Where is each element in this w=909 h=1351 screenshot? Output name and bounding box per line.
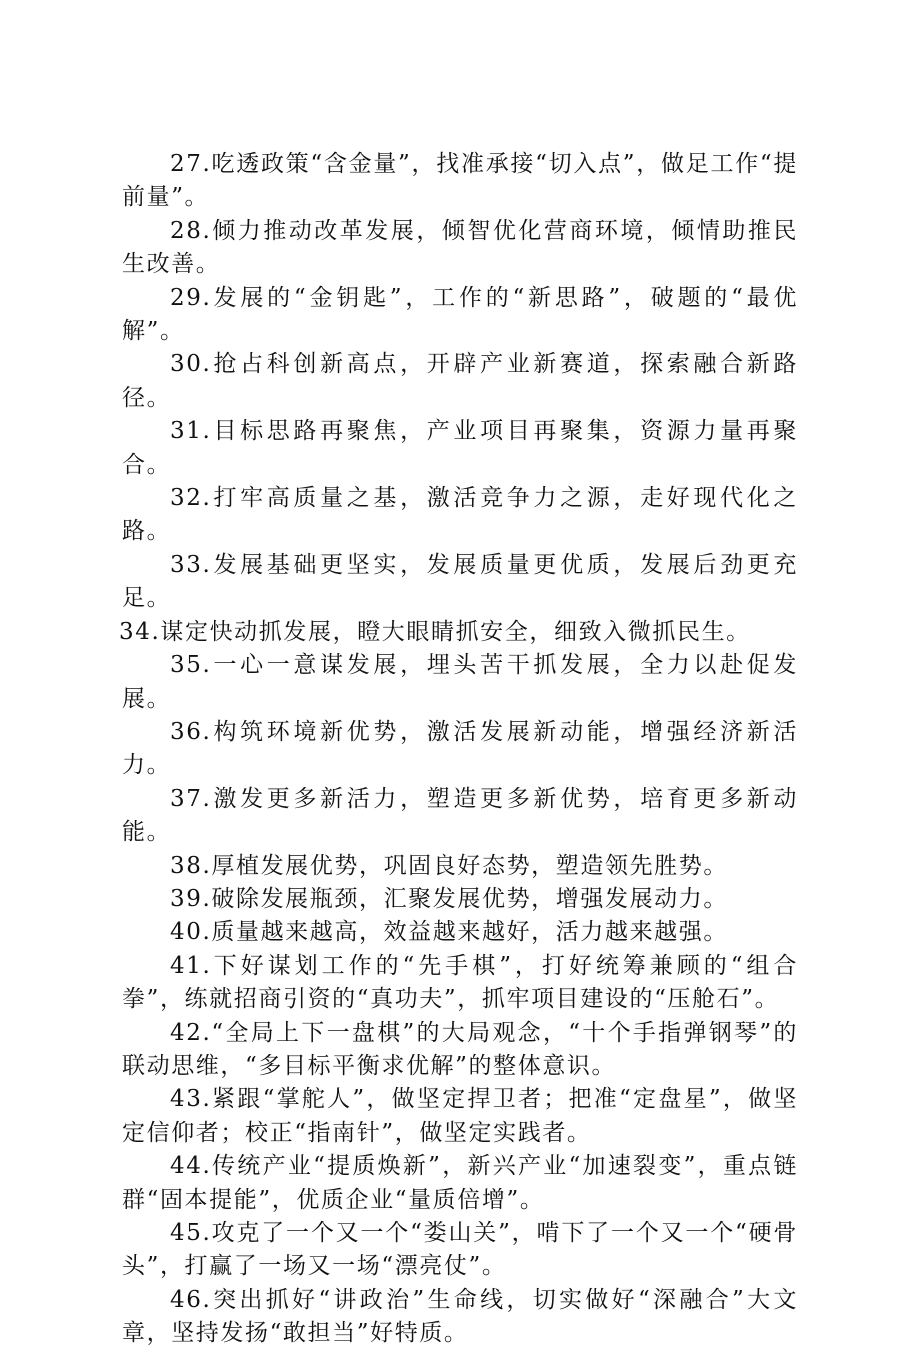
paragraph-33: 33.发展基础更坚实，发展质量更优质，发展后劲更充足。 xyxy=(122,551,798,612)
paragraph-42: 42.“全局上下一盘棋”的大局观念，“十个手指弹钢琴”的联动思维，“多目标平衡求优解”的整体意识。 xyxy=(122,1019,798,1079)
paragraph-28: 28.倾力推动改革发展，倾智优化营商环境，倾情助推民生改善。 xyxy=(122,217,798,278)
paragraph-30: 30.抢占科创新高点，开辟产业新赛道，探索融合新路径。 xyxy=(122,351,798,411)
paragraph-40: 40.质量越来越高，效益越来越好，活力越来越强。 xyxy=(170,919,728,946)
paragraph-37: 37.激发更多新活力，塑造更多新优势，培育更多新动能。 xyxy=(122,785,798,846)
paragraph-36: 36.构筑环境新优势，激活发展新动能，增强经济新活力。 xyxy=(122,718,798,779)
document-body xyxy=(119,148,798,1351)
paragraph-32: 32.打牢高质量之基，激活竞争力之源，走好现代化之路。 xyxy=(122,485,798,545)
paragraph-34: 34.谋定快动抓发展，瞪大眼睛抓安全，细致入微抓民生。 xyxy=(119,618,751,645)
paragraph-45: 45.攻克了一个又一个“娄山关”，啃下了一个又一个“硬骨头”，打赢了一场又一场“漂亮仗”。 xyxy=(122,1220,798,1280)
paragraph-41: 41.下好谋划工作的“先手棋”，打好统筹兼顾的“组合拳”，练就招商引资的“真功夫”，抓牢项目建设的“压舱石”。 xyxy=(122,952,798,1013)
paragraph-38: 38.厚植发展优势，巩固良好态势，塑造领先胜势。 xyxy=(170,852,728,879)
paragraph-44: 44.传统产业“提质焕新”，新兴产业“加速裂变”，重点链群“固本提能”，优质企业“量质倍增”。 xyxy=(122,1153,798,1213)
paragraph-27: 27.吃透政策“含金量”，找准承接“切入点”，做足工作“提前量”。 xyxy=(122,151,798,211)
paragraph-43: 43.紧跟“掌舵人”，做坚定捍卫者；把准“定盘星”，做坚定信仰者；校正“指南针”，做坚定实践者。 xyxy=(122,1086,798,1146)
paragraph-39: 39.破除发展瓶颈，汇聚发展优势，增强发展动力。 xyxy=(170,885,728,912)
paragraph-31: 31.目标思路再聚焦，产业项目再聚集，资源力量再聚合。 xyxy=(122,418,798,478)
paragraph-46: 46.突出抓好“讲政治”生命线，切实做好“深融合”大文章，坚持发扬“敢担当”好特质。 xyxy=(122,1286,798,1347)
paragraph-35: 35.一心一意谋发展，埋头苦干抓发展，全力以赴促发展。 xyxy=(122,652,798,712)
paragraph-29: 29.发展的“金钥匙”，工作的“新思路”，破题的“最优解”。 xyxy=(122,284,798,345)
